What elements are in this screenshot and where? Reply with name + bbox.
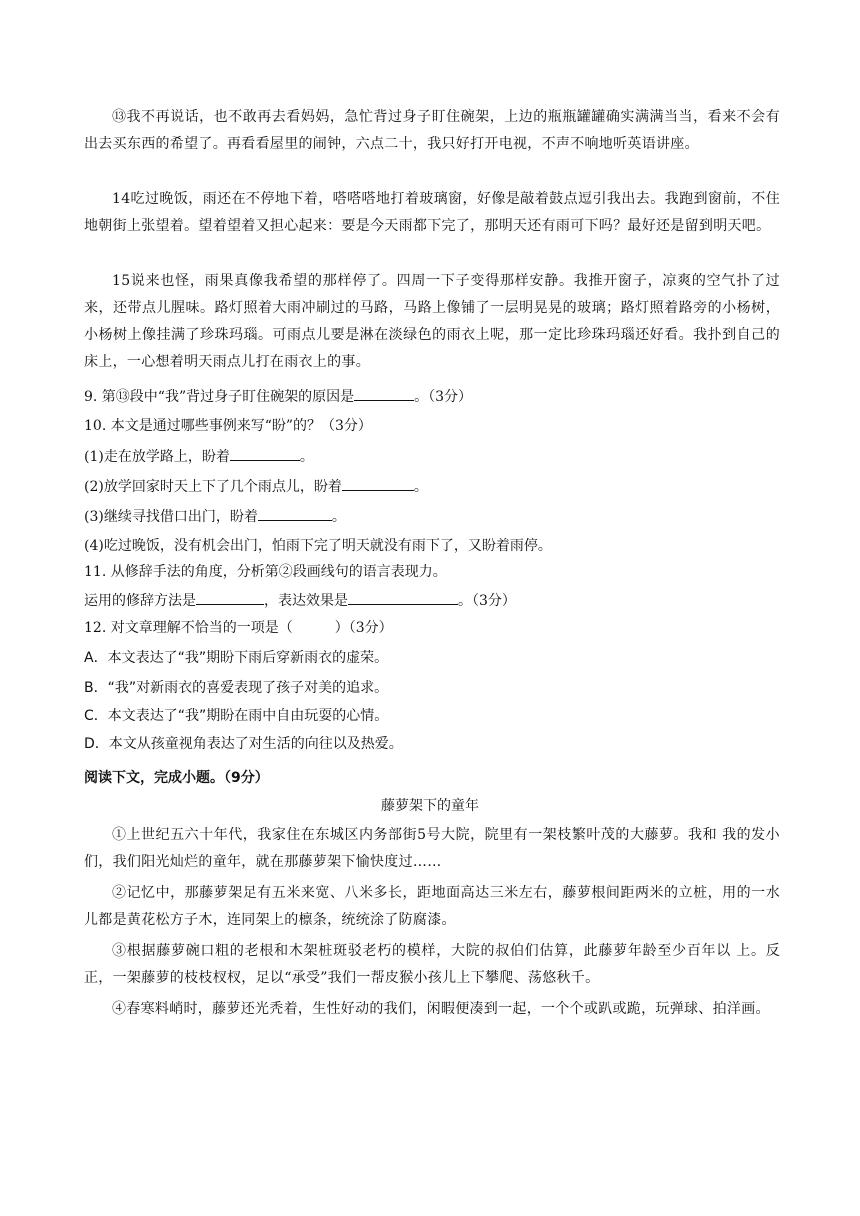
option-b[interactable]: B．“我”对新雨衣的喜爱表现了孩子对美的追求。 <box>84 680 389 696</box>
option-d[interactable]: D．本文从孩童视角表达了对生活的向往以及热爱。 <box>84 736 403 752</box>
question-9-text: 9. 第⑬段中“我”背过身子盯住碗架的原因是 <box>84 389 355 405</box>
question-10-item-2 <box>84 476 784 497</box>
item-end: 。 <box>331 509 346 525</box>
question-11: 11. 从修辞手法的角度，分析第②段画线句的语言表现力。 <box>84 564 447 580</box>
question-12: 12. 对文章理解不恰当的一项是（ ）（3分） <box>84 620 393 636</box>
question-10: 10. 本文是通过哪些事例来写“盼”的？（3分） <box>84 418 372 434</box>
answer-blank[interactable] <box>354 386 414 401</box>
section-heading: 阅读下文，完成小题。（9分） <box>84 770 269 786</box>
passage2-paragraph-1: ①上世纪五六十年代，我家住在东城区内务部街5号大院，院里有一架枝繁叶茂的大藤萝。我和 我的发小们，我们阳光灿烂的童年，就在那藤萝架下愉快度过…… <box>84 827 780 870</box>
answer-blank[interactable] <box>258 506 332 521</box>
passage2-paragraph-3: ③根据藤萝碗口粗的老根和木架桩斑驳老朽的模样，大院的叔伯们估算，此藤萝年龄至少百年以 上。反正，一架藤萝的枝枝杈杈，足以“承受”我们一帮皮猴小孩儿上下攀爬、荡悠秋千。 <box>84 943 780 986</box>
question-9 <box>84 386 784 407</box>
answer-blank[interactable] <box>348 590 458 605</box>
paragraph-15: 15说来也怪，雨果真像我希望的那样停了。四周一下子变得那样安静。我推开窗子，凉爽的空气扑了过来，还带点儿腥味。路灯照着大雨冲刷过的马路，马路上像铺了一层明晃晃的玻璃；路灯照着路旁的小杨树，小杨树上像挂满了珍珠玛瑙。可雨点儿要是淋在淡绿色的雨衣上呢，那一定比珍珠玛瑙还好看。我扑到自己的床上，一心想着明天雨点儿打在雨衣上的事。 <box>84 273 780 370</box>
question-10-item-1 <box>84 446 784 467</box>
answer-blank[interactable] <box>342 476 414 491</box>
item-end: 。 <box>299 449 314 465</box>
option-a[interactable]: A．本文表达了“我”期盼下雨后穿新雨衣的虚荣。 <box>84 650 389 666</box>
answer-blank[interactable] <box>196 590 264 605</box>
item-text: (3)继续寻找借口出门，盼着 <box>84 509 258 525</box>
question-10-item-3 <box>84 506 784 527</box>
question-11-answer <box>84 590 784 611</box>
passage2-paragraph-2: ②记忆中，那藤萝架足有五米来宽、八米多长，距地面高达三米左右，藤萝根间距两米的立桩，用的一水儿都是黄花松方子木，连同架上的檩条，统统涂了防腐漆。 <box>84 885 780 928</box>
item-text: 运用的修辞方法是 <box>84 593 196 609</box>
passage2-paragraph-4: ④春寒料峭时，藤萝还光秃着，生性好动的我们，闲暇便凑到一起，一个个或趴或跪，玩弹球、拍洋画。 <box>112 1001 770 1017</box>
paragraph-14: 14吃过晚饭，雨还在不停地下着，嗒嗒嗒地打着玻璃窗，好像是敲着鼓点逗引我出去。我跑到窗前，不住地朝街上张望着。望着望着又担心起来：要是今天雨都下完了，那明天还有雨可下吗？最好还是留到明天吧。 <box>84 191 780 234</box>
item-text: (2)放学回家时天上下了几个雨点儿，盼着 <box>84 479 342 495</box>
option-c[interactable]: C．本文表达了“我”期盼在雨中自由玩耍的心情。 <box>84 708 389 724</box>
answer-blank[interactable] <box>230 446 300 461</box>
question-9-score: 。（3分） <box>414 389 473 405</box>
item-end: 。 <box>413 479 428 495</box>
item-text: (1)走在放学路上，盼着 <box>84 449 230 465</box>
paragraph-13: ⑬我不再说话，也不敢再去看妈妈，急忙背过身子盯住碗架，上边的瓶瓶罐罐确实满满当当，看来不会有出去买东西的希望了。再看看屋里的闹钟，六点二十，我只好打开电视，不声不响地听英语讲座。 <box>84 109 780 152</box>
item-end: 。（3分） <box>458 593 516 609</box>
question-10-item-4: (4)吃过晚饭，没有机会出门，怕雨下完了明天就没有雨下了，又盼着雨停。 <box>84 538 552 554</box>
item-text: ，表达效果是 <box>264 593 348 609</box>
passage-title: 藤萝架下的童年 <box>381 798 479 814</box>
